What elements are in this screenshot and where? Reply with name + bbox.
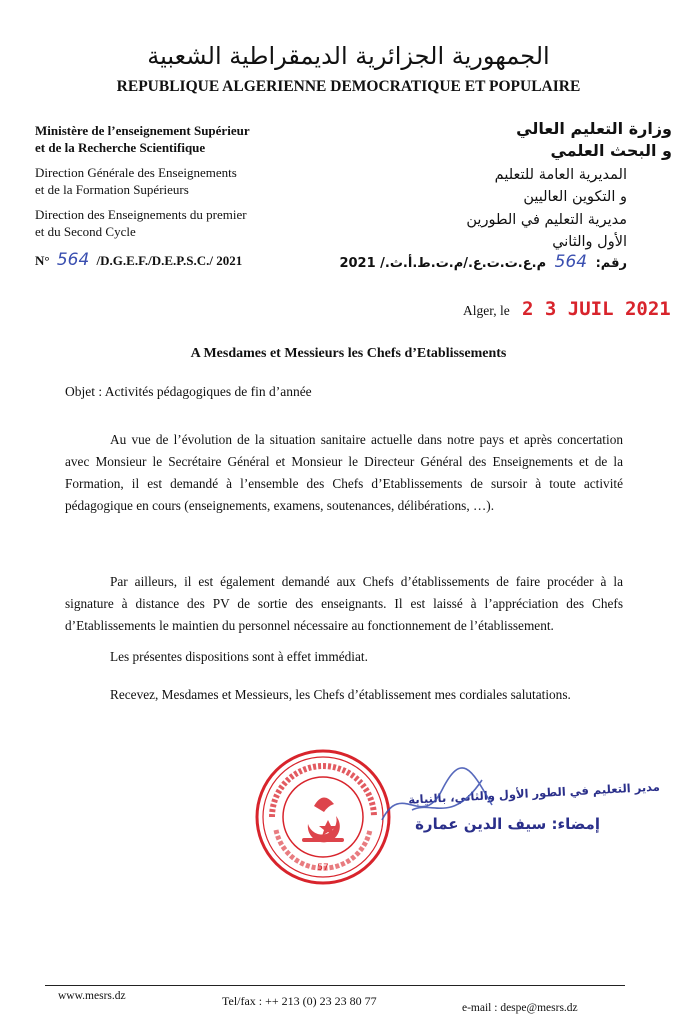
body-paragraph-1: Au vue de l’évolution de la situation sanitaire actuelle dans notre pays et après concertation avec Monsieur le Secrétaire Général et Monsieur le Directeur Général des Enseignements et de la Formation, il est demandé à l’ensemble des Chefs d’Etablissements de sursoir à toute activité pédagogique en cours (enseignements, examens, soutenances, délibérations, …).: [65, 432, 623, 513]
seal-number: 57: [317, 863, 329, 873]
footer-telfax: Tel/fax : ++ 213 (0) 23 23 80 77: [222, 994, 377, 1008]
dg-line-2-ar: و التكوين العاليين: [523, 189, 627, 205]
direction-line-1-ar: مديرية التعليم في الطورين: [466, 212, 627, 228]
signatory-title: مدير التعليم في الطور الأول والثاني، بالنيابة: [407, 779, 661, 807]
direction-name-ar: [466, 209, 627, 253]
ref-suffix-ar: م.ع.ت.ت.ع./م.ت.ط.أ.ث./ 2021: [339, 256, 547, 271]
handwritten-signature: [372, 760, 512, 840]
french-republic-title: REPUBLIQUE ALGERIENNE DEMOCRATIQUE ET POPULAIRE: [116, 78, 581, 95]
ministry-line-2-fr: et de la Recherche Scientifique: [35, 140, 206, 155]
dg-line-1-fr: Direction Générale des Enseignements: [35, 165, 237, 180]
signatory-name: إمضاء: سيف الدين عمارة: [415, 815, 600, 833]
body-paragraph-2: Par ailleurs, il est également demandé aux Chefs d’établissements de faire procéder à la signature à distance des PV de sortie des enseignants. Il est laissé à l’appréciation des Chefs d’Etablissements le maintien du personnel nécessaire au fonctionnement de l’établissement.: [65, 574, 623, 633]
dg-line-2-fr: et de la Formation Supérieurs: [35, 182, 189, 197]
direction-line-1-fr: Direction des Enseignements du premier: [35, 207, 247, 222]
ministry-line-1-fr: Ministère de l’enseignement Supérieur: [35, 123, 250, 138]
ministry-name-ar: [516, 118, 672, 162]
footer-website: www.mesrs.dz: [58, 990, 126, 1002]
ref-suffix-fr: /D.G.E.F./D.E.P.S.C./ 2021: [96, 253, 243, 268]
reference-number-fr: [35, 250, 242, 270]
dg-name-fr: [35, 164, 237, 198]
ministry-line-2-ar: و البحث العلمي: [550, 141, 672, 160]
ref-prefix-ar: رقم:: [595, 256, 627, 271]
ministry-name-fr: [35, 122, 250, 156]
dg-name-ar: [495, 164, 627, 208]
arabic-republic-title: الجمهورية الجزائرية الديمقراطية الشعبية: [147, 42, 550, 70]
footer-email: e-mail : despe@mesrs.dz: [462, 1002, 578, 1014]
direction-line-2-fr: et du Second Cycle: [35, 224, 136, 239]
dg-line-1-ar: المديرية العامة للتعليم: [494, 167, 627, 183]
direction-line-2-ar: الأول والثاني: [552, 234, 627, 250]
body-paragraph-3: Les présentes dispositions sont à effet immédiat.: [110, 649, 368, 664]
date-place: Alger, le: [463, 303, 510, 318]
addressee: A Mesdames et Messieurs les Chefs d’Etablissements: [190, 346, 507, 361]
reference-number-ar: [339, 252, 627, 272]
letter-object: Objet : Activités pédagogiques de fin d’année: [65, 384, 312, 399]
ref-number-handwritten-ar: 564: [554, 252, 588, 272]
ref-prefix-fr: N°: [35, 253, 50, 268]
ref-number-handwritten-fr: 564: [56, 250, 90, 270]
direction-name-fr: [35, 206, 247, 240]
date-line: [463, 303, 510, 319]
ministry-line-1-ar: وزارة التعليم العالي: [516, 119, 672, 138]
date-stamp: 2 3 JUIL 2021: [522, 298, 671, 320]
body-paragraph-4: Recevez, Mesdames et Messieurs, les Chefs d’établissement mes cordiales salutations.: [110, 687, 571, 702]
footer-divider: [45, 985, 625, 986]
